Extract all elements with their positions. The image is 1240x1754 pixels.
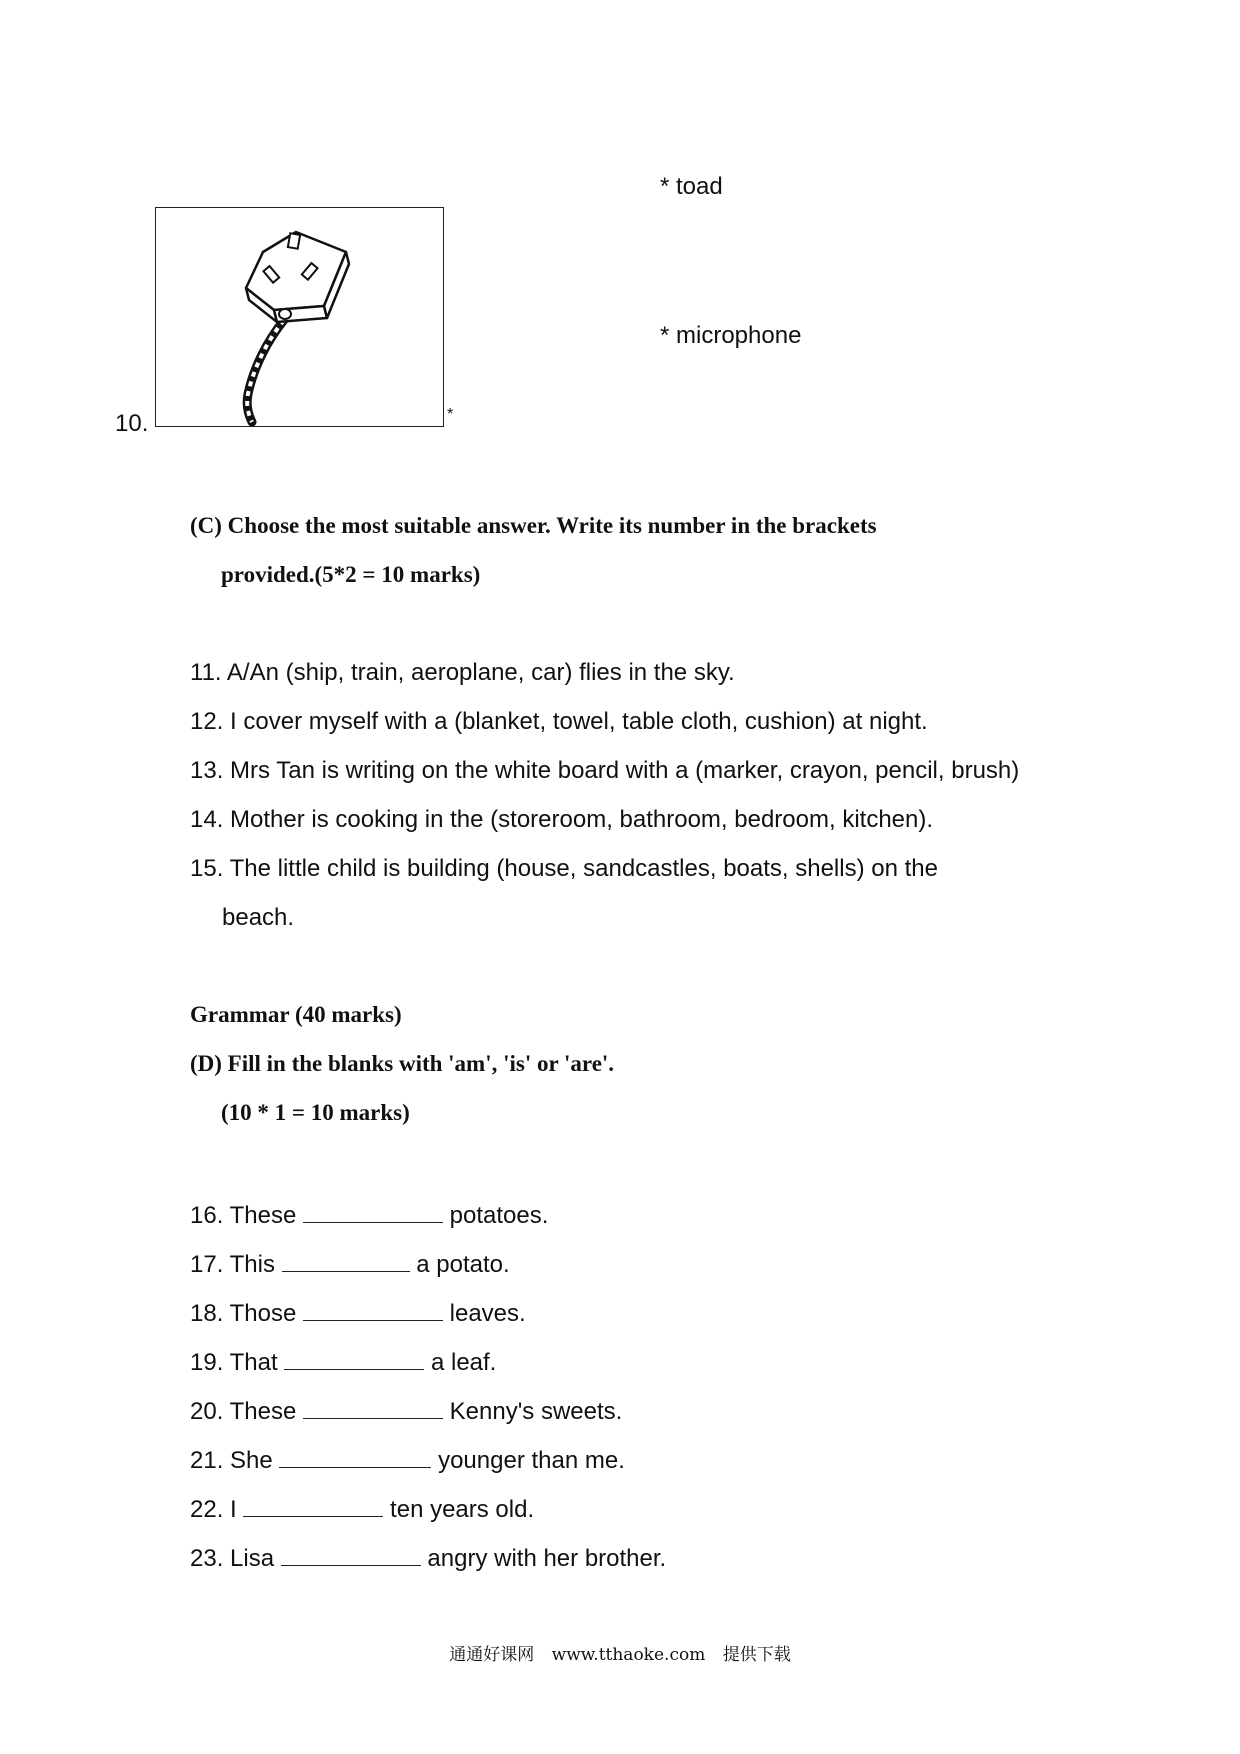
- answer-blank[interactable]: [281, 1543, 421, 1566]
- item-text-after: leaves.: [449, 1300, 526, 1327]
- item-text-before: 21. She: [190, 1447, 273, 1474]
- item-text-before: 20. These: [190, 1398, 297, 1425]
- question-15: 15. The little child is building (house, sandcastles, boats, shells) on the: [190, 855, 938, 882]
- answer-blank[interactable]: [279, 1445, 431, 1468]
- item-text-after: a potato.: [416, 1251, 510, 1278]
- answer-blank[interactable]: [303, 1298, 443, 1321]
- grammar-item-22: [190, 1494, 534, 1524]
- item-text-after: potatoes.: [449, 1202, 549, 1229]
- question-14: 14. Mother is cooking in the (storeroom, bathroom, bedroom, kitchen).: [190, 806, 934, 833]
- item-text-after: Kenny's sweets.: [449, 1398, 623, 1425]
- item-text-after: ten years old.: [390, 1496, 535, 1523]
- grammar-item-18: [190, 1298, 526, 1328]
- question-12: 12. I cover myself with a (blanket, towel, table cloth, cushion) at night.: [190, 708, 928, 735]
- item-text-after: angry with her brother.: [427, 1545, 667, 1572]
- item-text-after: younger than me.: [438, 1447, 625, 1474]
- question-10-number: 10.: [115, 410, 149, 437]
- footer-site-name: 通通好课网: [449, 1645, 535, 1665]
- answer-blank[interactable]: [303, 1396, 443, 1419]
- item-text-before: 19. That: [190, 1349, 278, 1376]
- item-text-before: 17. This: [190, 1251, 275, 1278]
- item-text-before: 16. These: [190, 1202, 297, 1229]
- section-d-heading: (D) Fill in the blanks with 'am', 'is' or 'are'.: [190, 1051, 615, 1076]
- item-text-before: 18. Those: [190, 1300, 297, 1327]
- section-c-heading: (C) Choose the most suitable answer. Write its number in the brackets: [190, 513, 877, 538]
- answer-blank[interactable]: [284, 1347, 424, 1370]
- grammar-item-23: [190, 1543, 666, 1573]
- option-microphone: * microphone: [660, 322, 802, 349]
- grammar-title: Grammar (40 marks): [190, 1002, 402, 1027]
- answer-blank[interactable]: [243, 1494, 383, 1517]
- item-text-before: 23. Lisa: [190, 1545, 275, 1572]
- grammar-item-17: [190, 1249, 510, 1279]
- question-13: 13. Mrs Tan is writing on the white board with a (marker, crayon, pencil, brush): [190, 757, 1020, 784]
- footer-suffix: 提供下载: [722, 1645, 791, 1665]
- item-text-before: 22. I: [190, 1496, 237, 1523]
- grammar-item-16: [190, 1200, 548, 1230]
- grammar-item-19: [190, 1347, 496, 1377]
- page-footer: [0, 1640, 1240, 1665]
- section-d-marks: (10 * 1 = 10 marks): [221, 1100, 410, 1125]
- electric-plug-icon: [156, 208, 445, 428]
- item-text-after: a leaf.: [430, 1349, 497, 1376]
- grammar-item-20: [190, 1396, 622, 1426]
- footer-url[interactable]: www.tthaoke.com: [551, 1645, 706, 1665]
- grammar-item-21: [190, 1445, 625, 1475]
- picture-asterisk: *: [447, 406, 454, 423]
- option-toad: * toad: [660, 173, 723, 200]
- question-15-continuation: beach.: [222, 904, 295, 931]
- answer-blank[interactable]: [303, 1200, 443, 1223]
- question-11: 11. A/An (ship, train, aeroplane, car) flies in the sky.: [190, 659, 735, 686]
- section-c-marks: provided.(5*2 = 10 marks): [221, 562, 481, 587]
- answer-blank[interactable]: [282, 1249, 410, 1272]
- picture-frame: [155, 207, 444, 427]
